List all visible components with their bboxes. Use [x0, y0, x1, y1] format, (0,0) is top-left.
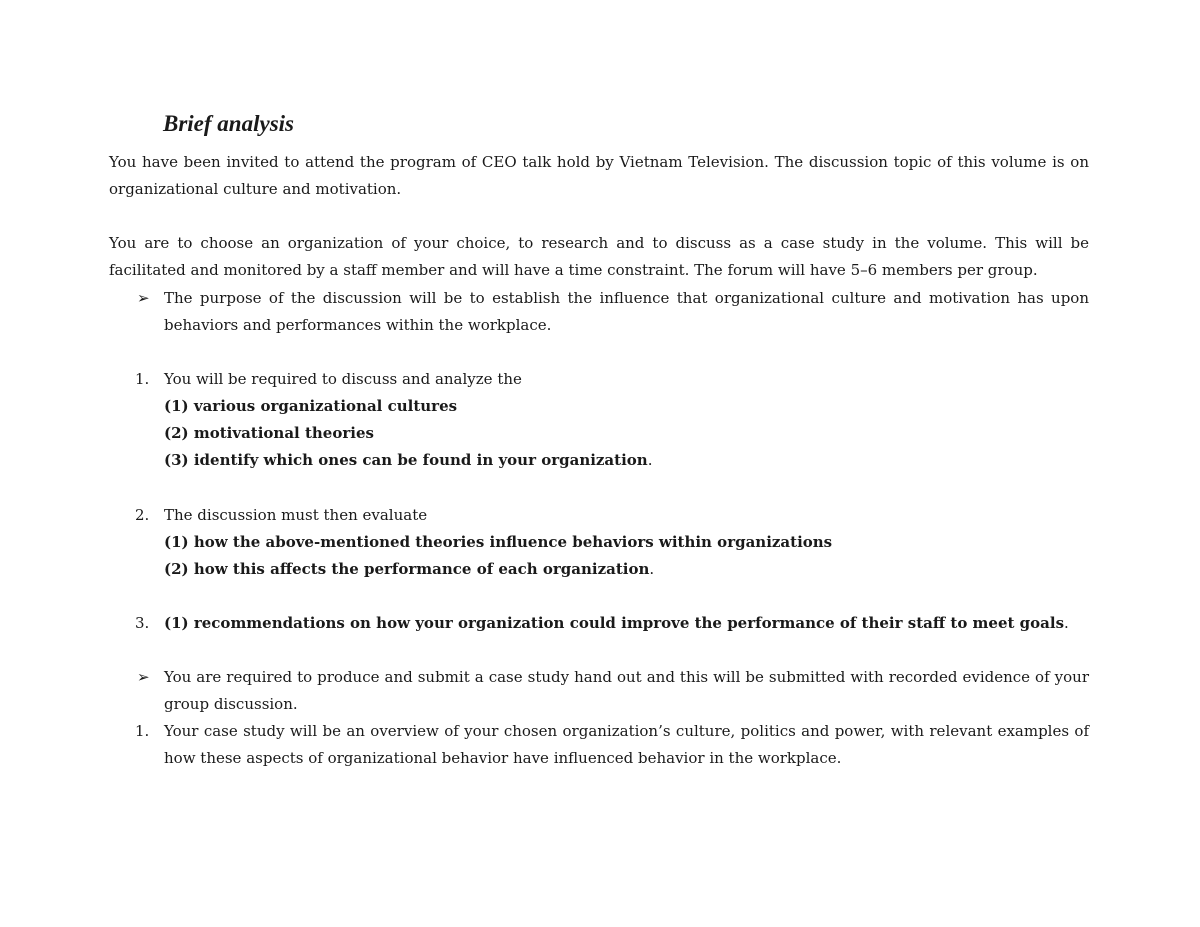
bullet-submission-text: You are required to produce and submit a case study hand out and this will be submitted with recorded evidence of your group discussion. [164, 668, 1089, 713]
item-period: . [1064, 614, 1069, 632]
item-number: 2. [135, 506, 150, 524]
numbered-item-case-study [109, 718, 1089, 772]
item-number: 1. [135, 722, 150, 740]
item-point: (3) identify which ones can be found in your organization [164, 451, 648, 469]
item-point: (2) how this affects the performance of each organization [164, 560, 650, 578]
intro-paragraph: You have been invited to attend the program of CEO talk hold by Vietnam Television. The discussion topic of this volume is on organizational culture and motivation. [109, 153, 1089, 198]
item-intro: The discussion must then evaluate [164, 506, 428, 524]
bullet-purpose-text: The purpose of the discussion will be to establish the influence that organizational culture and motivation has upon behaviors and performances within the workplace. [164, 289, 1089, 334]
item-point: (1) various organizational cultures [164, 397, 458, 415]
arrow-bullet-icon: ➢ [137, 289, 150, 307]
item-point: (1) recommendations on how your organization could improve the performance of their staff to meet goals [164, 614, 1065, 632]
item-period: . [649, 560, 655, 578]
item-body [164, 366, 1089, 474]
arrow-bullet-icon: ➢ [137, 668, 150, 686]
item-number: 1. [135, 370, 150, 388]
instructions-paragraph: You are to choose an organization of your choice, to research and to discuss as a case study in the volume. This will be facilitated and monitored by a staff member and will have a time constraint. The forum will have 5–6 members per group. [109, 234, 1089, 279]
item-point: (1) how the above-mentioned theories influence behaviors within organizations [164, 533, 833, 551]
item-body [164, 502, 1089, 583]
item-body [164, 610, 1089, 637]
item-number: 3. [135, 614, 150, 632]
numbered-item-2 [109, 502, 1089, 583]
numbered-item-1 [109, 366, 1089, 474]
item-body: Your case study will be an overview of your chosen organization’s culture, politics and power, with relevant examples of how these aspects of organizational behavior have influenced behavior in the workplace. [164, 722, 1089, 767]
item-period: . [647, 451, 653, 469]
bullet-submission [109, 664, 1089, 718]
numbered-item-3 [109, 610, 1089, 637]
item-point: (2) motivational theories [164, 424, 374, 442]
item-intro: You will be required to discuss and analyze the [164, 370, 522, 388]
bullet-purpose [109, 285, 1089, 339]
document-title: Brief analysis [163, 111, 294, 136]
